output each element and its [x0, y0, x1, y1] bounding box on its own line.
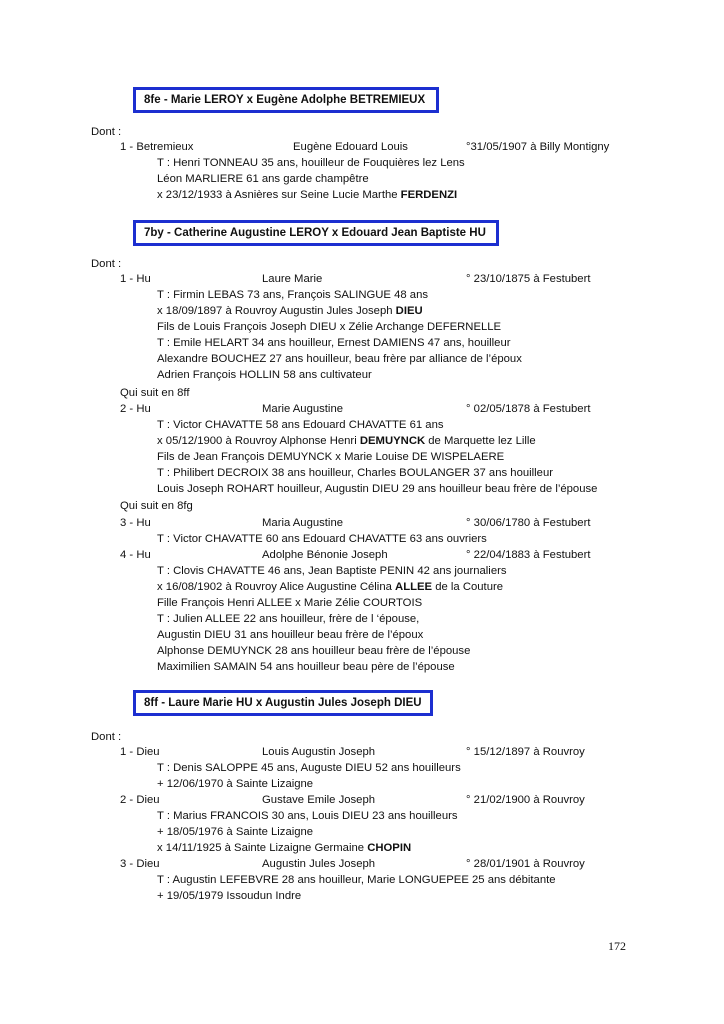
witness-line: Maximilien SAMAIN 54 ans houilleur beau père de l’épouse — [157, 661, 455, 673]
entry-birth: ° 30/06/1780 à Festubert — [466, 517, 591, 529]
page-number: 172 — [608, 939, 626, 953]
entry-birth: ° 23/10/1875 à Festubert — [466, 273, 591, 285]
entry-number: 3 - Dieu — [120, 858, 160, 870]
dont-label: Dont : — [91, 731, 122, 743]
entry-birth: ° 22/04/1883 à Festubert — [466, 549, 591, 561]
entry-number: 4 - Hu — [120, 549, 151, 561]
entry-birth: ° 02/05/1878 à Festubert — [466, 403, 591, 415]
witness-line: T : Philibert DECROIX 38 ans houilleur, Charles BOULANGER 37 ans houilleur — [157, 467, 553, 479]
entry-names: Gustave Emile Joseph — [262, 794, 376, 806]
witness-line: Louis Joseph ROHART houilleur, Augustin DIEU 29 ans houilleur beau frère de l’épouse — [157, 483, 598, 495]
spouse-surname: CHOPIN — [367, 842, 412, 854]
dont-label: Dont : — [91, 258, 122, 270]
witness-line: T : Victor CHAVATTE 58 ans Edouard CHAVATTE 61 ans — [157, 419, 444, 431]
entry-names: Marie Augustine — [262, 403, 344, 415]
witness-line: T : Emile HELART 34 ans houilleur, Ernest DAMIENS 47 ans, houilleur — [157, 337, 511, 349]
spouse-surname: DIEU — [395, 305, 423, 317]
section-title-box — [133, 87, 439, 113]
witness-line: T : Firmin LEBAS 73 ans, François SALINGUE 48 ans — [157, 289, 429, 301]
section-title-box — [133, 690, 433, 716]
section-title: 8fe - Marie LEROY x Eugène Adolphe BETREMIEUX — [144, 94, 426, 106]
witness-line: T : Denis SALOPPE 45 ans, Auguste DIEU 52 ans houilleurs — [157, 762, 461, 774]
entry-number: 2 - Dieu — [120, 794, 160, 806]
follow-note: Qui suit en 8ff — [120, 387, 190, 399]
parents-line: Fils de Jean François DEMUYNCK x Marie Louise DE WISPELAERE — [157, 451, 505, 463]
spouse-surname: DEMUYNCK — [359, 435, 426, 447]
section-title: 8ff - Laure Marie HU x Augustin Jules Joseph DIEU — [144, 697, 422, 709]
dont-label: Dont : — [91, 126, 122, 138]
death-line: + 19/05/1979 Issoudun Indre — [157, 890, 302, 902]
witness-line: T : Julien ALLEE 22 ans houilleur, frère de l ‘épouse, — [157, 613, 420, 625]
spouse-surname: ALLEE — [395, 581, 433, 593]
witness-line: Adrien François HOLLIN 58 ans cultivateur — [157, 369, 372, 381]
marriage-line: x 05/12/1900 à Rouvroy Alphonse Henri DEMUYNCK de Marquette lez Lille — [157, 435, 536, 447]
witness-line: T : Augustin LEFEBVRE 28 ans houilleur, Marie LONGUEPEE 25 ans débitante — [157, 874, 556, 886]
entry-number: 2 - Hu — [120, 403, 151, 415]
entry-names: Louis Augustin Joseph — [262, 746, 376, 758]
parents-line: Fils de Louis François Joseph DIEU x Zélie Archange DEFERNELLE — [157, 321, 502, 333]
section-title-box — [133, 220, 499, 246]
spouse-surname: FERDENZI — [400, 189, 458, 201]
entry-number: 1 - Betremieux — [120, 141, 194, 153]
witness-line: Augustin DIEU 31 ans houilleur beau frère de l’époux — [157, 629, 424, 641]
death-line: + 18/05/1976 à Sainte Lizaigne — [157, 826, 314, 838]
entry-birth: °31/05/1907 à Billy Montigny — [466, 141, 610, 153]
death-line: + 12/06/1970 à Sainte Lizaigne — [157, 778, 314, 790]
follow-note: Qui suit en 8fg — [120, 500, 193, 512]
entry-names: Laure Marie — [262, 273, 323, 285]
witness-line: T : Henri TONNEAU 35 ans, houilleur de Fouquières lez Lens — [157, 157, 465, 169]
entry-names: Adolphe Bénonie Joseph — [262, 549, 388, 561]
witness-line: T : Clovis CHAVATTE 46 ans, Jean Baptiste PENIN 42 ans journaliers — [157, 565, 507, 577]
entry-names: Eugène Edouard Louis — [293, 141, 408, 153]
marriage-line: x 18/09/1897 à Rouvroy Augustin Jules Joseph DIEU — [157, 305, 423, 317]
entry-names: Maria Augustine — [262, 517, 344, 529]
entry-names: Augustin Jules Joseph — [262, 858, 376, 870]
witness-line: Alphonse DEMUYNCK 28 ans houilleur beau frère de l’épouse — [157, 645, 471, 657]
section-title: 7by - Catherine Augustine LEROY x Edouard Jean Baptiste HU — [144, 227, 486, 239]
witness-line: T : Marius FRANCOIS 30 ans, Louis DIEU 23 ans houilleurs — [157, 810, 458, 822]
marriage-line: x 23/12/1933 à Asnières sur Seine Lucie Marthe FERDENZI — [157, 189, 458, 201]
entry-birth: ° 15/12/1897 à Rouvroy — [466, 746, 585, 758]
marriage-line: x 16/08/1902 à Rouvroy Alice Augustine Célina ALLEE de la Couture — [157, 581, 504, 593]
marriage-line: x 14/11/1925 à Sainte Lizaigne Germaine CHOPIN — [157, 842, 412, 854]
entry-number: 1 - Dieu — [120, 746, 160, 758]
entry-birth: ° 28/01/1901 à Rouvroy — [466, 858, 585, 870]
parents-line: Fille François Henri ALLEE x Marie Zélie COURTOIS — [157, 597, 423, 609]
entry-number: 3 - Hu — [120, 517, 151, 529]
witness-line: Alexandre BOUCHEZ 27 ans houilleur, beau frère par alliance de l’époux — [157, 353, 522, 365]
entry-birth: ° 21/02/1900 à Rouvroy — [466, 794, 585, 806]
witness-line: Léon MARLIERE 61 ans garde champêtre — [157, 173, 369, 185]
witness-line: T : Victor CHAVATTE 60 ans Edouard CHAVATTE 63 ans ouvriers — [157, 533, 487, 545]
entry-number: 1 - Hu — [120, 273, 151, 285]
